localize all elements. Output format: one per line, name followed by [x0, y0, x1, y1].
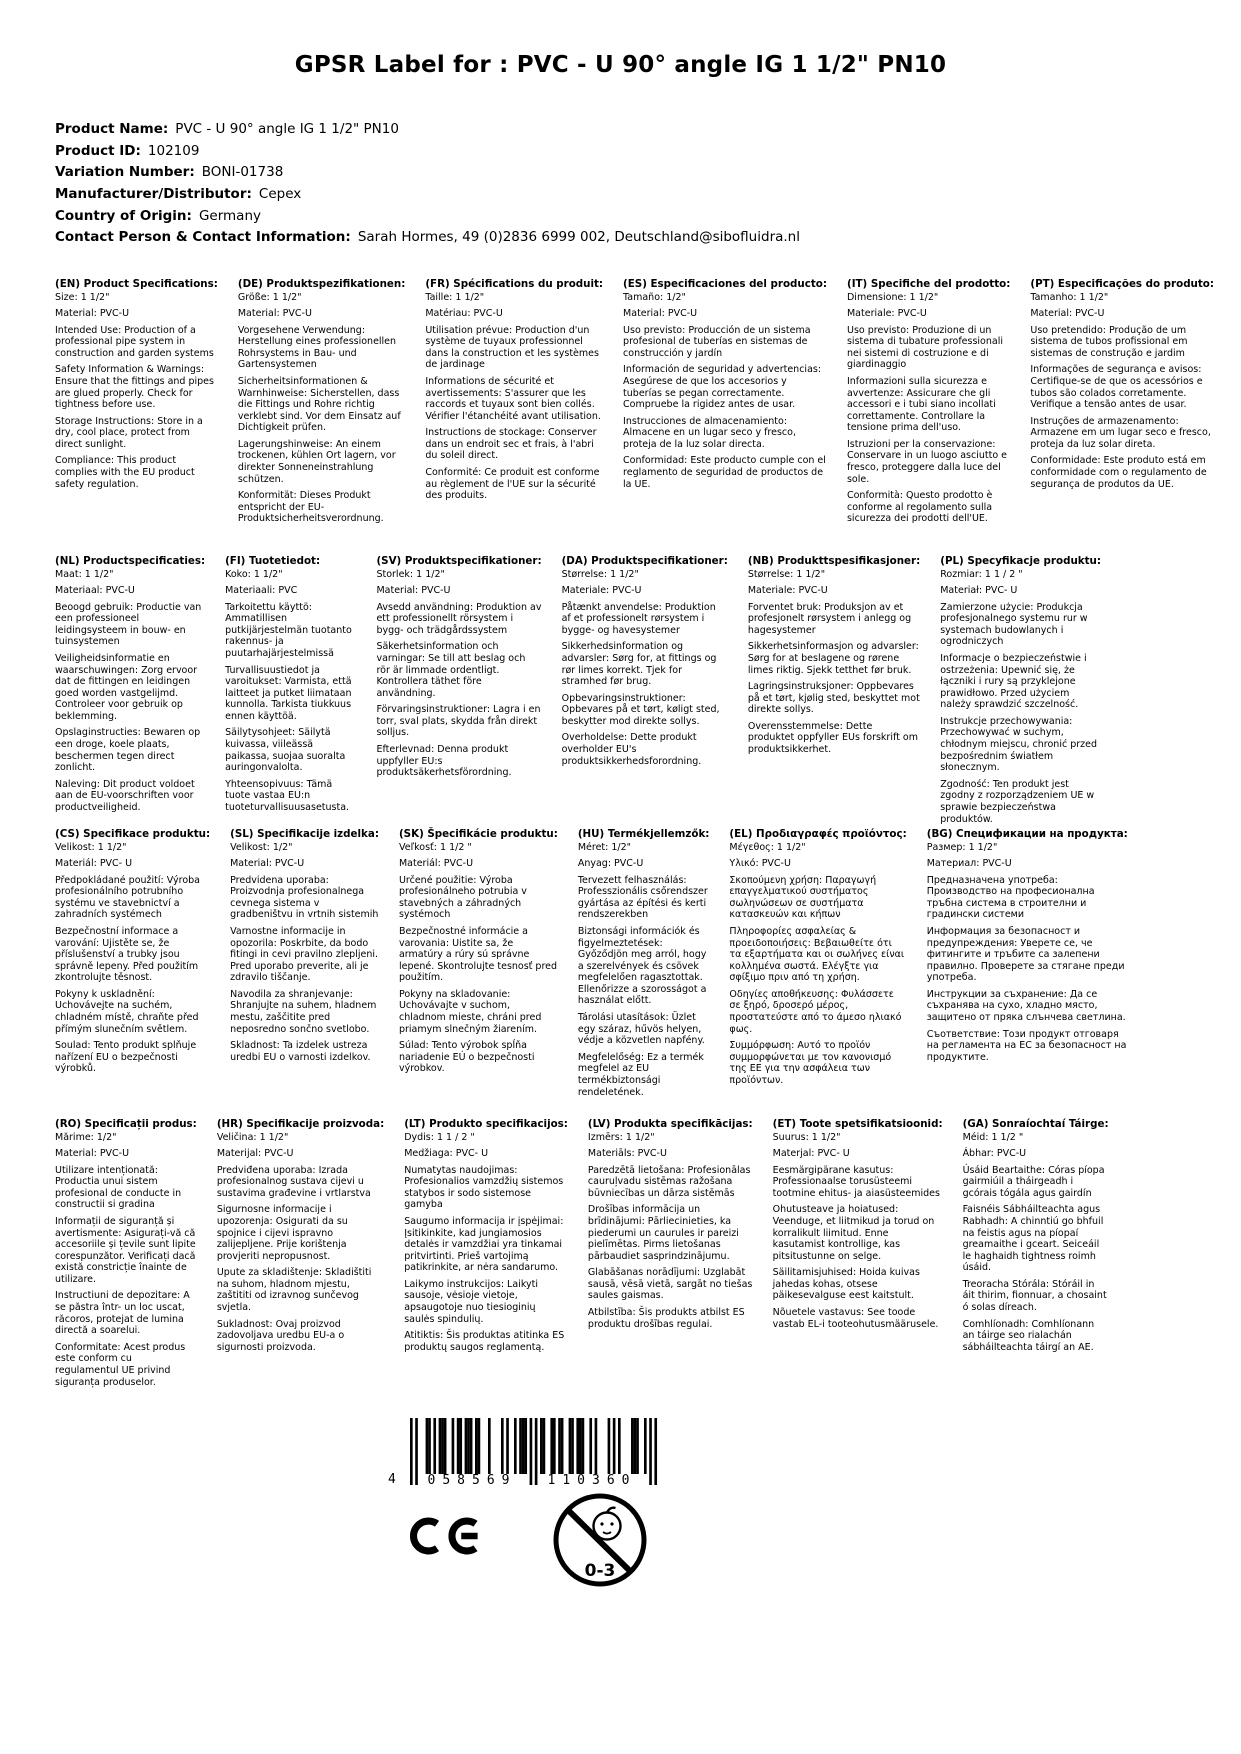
spec-paragraph: Súlad: Tento výrobok spĺňa nariadenie EÚ o bezpečnosti výrobkov.: [398, 1040, 535, 1075]
spec-paragraph: Μέγεθος: 1 1/2": [729, 841, 806, 853]
contact-label: Contact Person & Contact Information:: [55, 229, 351, 246]
spec-paragraph: Mărime: 1/2": [55, 1131, 117, 1143]
spec-paragraph: Numatytas naudojimas: Profesionalios vamzdžių sistemos statybos ir sodo sistemose gamyba: [404, 1164, 564, 1211]
spec-paragraph: Comhlíonadh: Comhlíonann an táirge seo rialachán sábháilteachta táirgí an AE.: [962, 1318, 1095, 1353]
spec-paragraph: Información de seguridad y advertencias: Asegúrese de que los accesorios y tuberías se pegan correctamente. Compruebe la rigidez antes de usar.: [623, 364, 822, 411]
product-name-row: [55, 122, 1195, 136]
lang-block-ga: [963, 1118, 1119, 1358]
lang-block-fr: [425, 278, 613, 507]
lang-block-hr: [217, 1118, 394, 1358]
spec-paragraph: Matériau: PVC-U: [425, 308, 503, 320]
lang-block-header: (ES) Especificaciones del producto:: [623, 278, 827, 290]
barcode-first-digit: 4: [388, 1472, 396, 1487]
spec-paragraph: Tamanho: 1 1/2": [1030, 291, 1109, 303]
spec-paragraph: Sikkerhetsinformasjon og advarsler: Sørg for at beslagene og rørene limes riktig. Sjekk tetthet før bruk.: [747, 641, 919, 676]
spec-paragraph: Size: 1 1/2": [55, 291, 110, 303]
spec-paragraph: Úsáid Beartaithe: Córas píopa gairmiúil a tháirgeadh i gcórais tógála agus gairdín: [962, 1164, 1105, 1199]
spec-paragraph: Størrelse: 1 1/2": [747, 568, 826, 580]
spec-paragraph: Nõuetele vastavus: See toode vastab EL-i tooteohutusmäärusele.: [772, 1307, 939, 1330]
spec-paragraph: Bezpečnostní informace a varování: Ujistěte se, že příslušenství a trubky jsou správně lepeny. Před použitím zkontrolujte těsnost.: [55, 926, 199, 984]
variation-number-value: BONI-01738: [201, 164, 284, 181]
spec-paragraph: Treoracha Stórála: Stóráil in áit thirim, fionnuar, a chosaint ó solas díreach.: [962, 1278, 1107, 1314]
spec-paragraph: Opbevaringsinstruktioner: Opbevares på et tørt, køligt sted, beskytter mod direkte sollys.: [561, 692, 720, 727]
manufacturer-label: Manufacturer/Distributor:: [55, 186, 252, 203]
spec-paragraph: Tárolási utasítások: Üzlet egy száraz, hűvös helyen, védje a közvetlen napfény.: [577, 1012, 705, 1047]
lang-block-header: (EL) Προδιαγραφές προϊόντος:: [729, 828, 907, 840]
page-title: GPSR Label for : PVC - U 90° angle IG 1 1/2" PN10: [294, 52, 947, 78]
spec-paragraph: Atitiktis: Šis produktas atitinka ES produktų saugos reglamentą.: [404, 1330, 565, 1353]
spec-paragraph: Uso previsto: Producción de un sistema profesional de tuberías en sistemas de construcción y jardín: [623, 324, 811, 359]
spec-paragraph: Material: PVC-U: [55, 1148, 130, 1160]
grid-row-3: [55, 828, 1128, 1103]
spec-paragraph: Upute za skladištenje: Skladištiti na suhom, hladnom mjestu, zaštititi od izravnog sunčevog svjetla.: [216, 1267, 372, 1314]
spec-paragraph: Påtænkt anvendelse: Produktion af et professionelt rørsystem i bygge- og havesystemer: [561, 601, 716, 636]
lang-block-header: (NB) Produkttspesifikasjoner:: [747, 555, 921, 567]
spec-paragraph: Megfelelőség: Ez a termék megfelel az EU termékbiztonsági rendeletének.: [577, 1051, 704, 1098]
spec-paragraph: Materiaali: PVC: [225, 585, 298, 597]
spec-paragraph: Utilizare intenționată: Productia unui sistem profesional de conducte in constructii si gradina: [55, 1164, 182, 1211]
spec-paragraph: Conformidad: Este producto cumple con el reglamento de seguridad de productos de la UE.: [623, 455, 826, 490]
spec-paragraph: Safety Information & Warnings: Ensure that the fittings and pipes are glued properly. Check for tightness before use.: [55, 364, 214, 411]
spec-paragraph: Instructiuni de depozitare: A se păstra într- un loc uscat, răcoros, protejat de lumina directă a soarelui.: [55, 1290, 190, 1337]
spec-paragraph: Uso previsto: Produzione di un sistema di tubature professionali nei sistemi di costruzione e di giardinaggio: [846, 324, 1003, 371]
spec-paragraph: Glabāšanas norādījumi: Uzglabāt sausā, vēsā vietā, sargāt no tiešas saules gaismas.: [587, 1267, 753, 1302]
spec-paragraph: Konformität: Dieses Produkt entspricht der EU-Produktsicherheitsverordnung.: [237, 490, 384, 525]
product-id-value: 102109: [147, 142, 200, 159]
spec-paragraph: Compliance: This product complies with the EU product safety regulation.: [55, 455, 195, 490]
spec-paragraph: Určené použitie: Výroba profesionálneho potrubia v stavebných a záhradných systémoch: [398, 874, 527, 921]
country-of-origin-value: Germany: [198, 207, 261, 224]
age-warning-text: 0-3: [584, 1561, 616, 1581]
spec-paragraph: Conformidade: Este produto está em conformidade com o regulamento de segurança de produtos da UE.: [1030, 455, 1207, 490]
spec-paragraph: Säilytysohjeet: Säilytä kuivassa, viileässä paikassa, suojaa suoralta auringonvalolta.: [225, 727, 346, 774]
spec-paragraph: Yhteensopivuus: Tämä tuote vastaa EU:n tuoteturvallisuusasetusta.: [225, 778, 350, 813]
spec-paragraph: Efterlevnad: Denna produkt uppfyller EU:s produktsäkerhetsförordning.: [376, 744, 512, 779]
spec-paragraph: Informații de siguranță și avertismente: Asigurați-vă că accesoriile și țevile sunt lipite corespunzător. Verificați dacă există constricție înainte de utilizare.: [55, 1216, 196, 1285]
spec-paragraph: Veličina: 1 1/2": [216, 1131, 289, 1143]
spec-paragraph: Méret: 1/2": [577, 841, 632, 853]
spec-paragraph: Utilisation prévue: Production d'un système de tuyaux professionnel dans la construction et les systèmes de jardinage: [425, 324, 599, 371]
spec-paragraph: Sigurnosne informacije i upozorenja: Osigurati da su spojnice i cijevi ispravno zalijepljene. Prije korištenja provjeriti nepropusnost.: [216, 1204, 348, 1262]
lang-block-header: (LV) Produkta specifikācijas:: [587, 1118, 753, 1130]
manufacturer-row: [55, 187, 1195, 201]
spec-paragraph: Pokyny na skladovanie: Uchovávajte v suchom, chladnom mieste, chráni pred priamym slnečným žiarením.: [398, 988, 542, 1035]
lang-block-pt: [1030, 278, 1224, 495]
spec-paragraph: Ohutusteave ja hoiatused: Veenduge, et liitmikud ja torud on korralikult liimitud. Enne kasutamist kontrollige, kas pitsitustunne on selge.: [772, 1204, 935, 1262]
spec-paragraph: Overholdelse: Dette produkt overholder EU's produktsikkerhedsforordning.: [561, 732, 702, 767]
spec-paragraph: Conformité: Ce produit est conforme au règlement de l'UE sur la sécurité des produits.: [425, 467, 600, 502]
product-id-row: [55, 144, 1195, 158]
variation-number-label: Variation Number:: [55, 164, 195, 181]
spec-paragraph: Vorgesehene Verwendung: Herstellung eines professionellen Rohrsystems in Bau- und Gartensystemen: [237, 324, 397, 371]
spec-paragraph: Izmērs: 1 1/2": [587, 1131, 655, 1143]
spec-paragraph: Navodila za shranjevanje: Shranjujte na suhem, hladnem mestu, zaščitite pred neposredno sončno svetlobo.: [230, 988, 377, 1035]
lang-block-header: (CS) Specifikace produktu:: [55, 828, 211, 840]
spec-paragraph: Uso pretendido: Produção de um sistema de tubos profissional em sistemas de construção e jardim: [1030, 324, 1188, 359]
spec-paragraph: Velikost: 1/2": [230, 841, 293, 853]
spec-paragraph: Material: PVC-U: [55, 308, 130, 320]
spec-paragraph: Istruzioni per la conservazione: Conservare in un luogo asciutto e fresco, proteggere dalla luce del sole.: [846, 438, 1008, 485]
lang-block-header: (IT) Specifiche del prodotto:: [846, 278, 1011, 290]
spec-paragraph: Materiál: PVC-U: [398, 858, 474, 870]
spec-paragraph: Storlek: 1 1/2": [376, 568, 445, 580]
lang-block-el: [729, 828, 916, 1092]
spec-paragraph: Overensstemmelse: Dette produktet oppfyller EUs forskrift om produktsikkerhet.: [747, 720, 918, 756]
spec-paragraph: Sukladnost: Ovaj proizvod zadovoljava uredbu EU-a o sigurnosti proizvoda.: [216, 1318, 345, 1353]
spec-paragraph: Predviđena uporaba: Izrada profesionalnog sustava cijevi u sustavima građevine i vrtlarstva: [216, 1164, 371, 1199]
spec-paragraph: Sicherheitsinformationen & Warnhinweise: Sicherstellen, dass die Fittings und Rohre richtig verklebt sind. Vor dem Einsatz auf Dichtigkeit prüfen.: [237, 376, 401, 434]
spec-paragraph: Материал: PVC-U: [926, 858, 1012, 870]
spec-paragraph: Soulad: Tento produkt splňuje nařízení EU o bezpečnosti výrobků.: [55, 1040, 197, 1075]
spec-paragraph: Ábhar: PVC-U: [962, 1148, 1027, 1160]
lang-block-sv: [376, 555, 551, 784]
spec-paragraph: Οδηγίες αποθήκευσης: Φυλάσσετε σε ξηρό, δροσερό μέρος, προστατεύστε από το άμεσο ηλιακό φως.: [729, 988, 902, 1035]
spec-paragraph: Bezpečnostné informácie a varovania: Uistite sa, že armatúry a rúry sú správne lepené. Skontrolujte tesnosť pred použitím.: [398, 926, 558, 984]
spec-paragraph: Materiał: PVC- U: [940, 585, 1018, 597]
spec-paragraph: Material: PVC-U: [623, 308, 698, 320]
spec-paragraph: Tamaño: 1/2": [623, 291, 686, 303]
grid-row-4: [55, 1118, 1111, 1393]
lang-block-sl: [230, 828, 389, 1068]
spec-paragraph: Rozmiar: 1 1 / 2 ": [940, 568, 1023, 580]
lang-block-es: [623, 278, 837, 495]
spec-paragraph: Instrucciones de almacenamiento: Almacene en un lugar seco y fresco, proteja de la luz solar directa.: [623, 415, 796, 450]
spec-paragraph: Velikost: 1 1/2": [55, 841, 127, 853]
lang-block-header: (FR) Spécifications du produit:: [425, 278, 604, 290]
lang-block-header: (HU) Termékjellemzők:: [577, 828, 710, 840]
spec-paragraph: Informacje o bezpieczeństwie i ostrzeżenia: Upewnić się, że łączniki i rury są przyklejone prawidłowo. Przed użyciem należy sprawdzić szczelność.: [940, 653, 1087, 711]
spec-paragraph: Material: PVC-U: [1030, 308, 1105, 320]
lang-block-it: [847, 278, 1020, 530]
lang-block-header: (HR) Specifikacije proizvoda:: [216, 1118, 385, 1130]
barcode-right-digits: 110360: [547, 1473, 637, 1488]
spec-paragraph: Intended Use: Production of a professional pipe system in construction and garden systems: [55, 324, 214, 359]
spec-paragraph: Méid: 1 1/2 ": [962, 1131, 1024, 1143]
spec-paragraph: Anyag: PVC-U: [577, 858, 644, 870]
lang-block-header: (NL) Productspecificaties:: [55, 555, 206, 567]
spec-paragraph: Instructions de stockage: Conserver dans un endroit sec et frais, à l'abri du soleil direct.: [425, 427, 597, 462]
lang-block-header: (RO) Specificații produs:: [55, 1118, 197, 1130]
spec-paragraph: Turvallisuustiedot ja varoitukset: Varmista, että laitteet ja putket liimataan kunnolla. Tarkista tiukkuus ennen käyttöä.: [225, 664, 352, 722]
spec-paragraph: Materijal: PVC-U: [216, 1148, 294, 1160]
contact-row: [55, 230, 1195, 244]
spec-paragraph: Informações de segurança e avisos: Certifique-se de que os acessórios e tubos são colados corretamente. Verifique a tensão antes de usar.: [1030, 364, 1203, 411]
lang-block-header: (PL) Specyfikacje produktu:: [940, 555, 1101, 567]
lang-block-header: (EN) Product Specifications:: [55, 278, 218, 290]
spec-paragraph: Saugumo informacija ir įspėjimai: Įsitikinkite, kad jungiamosios detalės ir vamzdžiai yra tinkamai pritvirtinti. Prieš vartojimą patikrinkite, ar nėra sandarumo.: [404, 1216, 564, 1274]
product-name-label: Product Name:: [55, 121, 169, 137]
spec-paragraph: Material: PVC-U: [376, 585, 451, 597]
spec-paragraph: Pokyny k uskladnění: Uchovávejte na suchém, chladném místě, chraňte před přímým slunečním světlem.: [55, 988, 199, 1035]
product-name-value: PVC - U 90° angle IG 1 1/2" PN10: [175, 121, 399, 137]
lang-block-nb: [748, 555, 930, 761]
spec-paragraph: Lagringsinstruksjoner: Oppbevares på et tørt, kjølig sted, beskyttet mot direkte sollys.: [747, 681, 920, 716]
spec-paragraph: Säilitamisjuhised: Hoida kuivas jahedas kohas, otsese päikesevalguse eest kaitstult.: [772, 1267, 920, 1302]
spec-paragraph: Instruções de armazenamento: Armazene em um lugar seco e fresco, proteja da luz solar direta.: [1030, 415, 1211, 450]
ce-mark-icon: [410, 1506, 484, 1566]
spec-paragraph: Forventet bruk: Produksjon av et profesjonelt rørsystem i anlegg og hagesystemer: [747, 601, 912, 636]
spec-paragraph: Varnostne informacije in opozorila: Poskrbite, da bodo fitingi in cevi pravilno zlepljeni. Pred uporabo preverite, ali je zdravilo tiščanje.: [230, 926, 379, 984]
spec-paragraph: Materiāls: PVC-U: [587, 1148, 667, 1160]
spec-paragraph: Instrukcje przechowywania: Przechowywać w suchym, chłodnym miejscu, chronić przed bezpośrednim światłem słonecznym.: [940, 715, 1098, 774]
lang-block-header: (BG) Спецификации на продукта:: [926, 828, 1128, 840]
spec-paragraph: Materiaal: PVC-U: [55, 585, 135, 597]
spec-paragraph: Предназначена употреба: Производство на професионална тръбна система в строителни и градински системи: [926, 874, 1095, 921]
spec-paragraph: Υλικό: PVC-U: [729, 858, 791, 870]
spec-paragraph: Veľkosť: 1 1/2 ": [398, 841, 472, 853]
spec-paragraph: Suurus: 1 1/2": [772, 1131, 841, 1143]
spec-paragraph: Opslaginstructies: Bewaren op een droge, koele plaats, beschermen tegen direct zonlicht.: [55, 727, 201, 774]
spec-paragraph: Størrelse: 1 1/2": [561, 568, 639, 580]
spec-paragraph: Σκοπούμενη χρήση: Παραγωγή επαγγελματικού συστήματος σωληνώσεων σε συστήματα κατασκευών και κήπων: [729, 874, 877, 921]
spec-paragraph: Drošības informācija un brīdinājumi: Pārliecinieties, ka piederumi un caurules ir pareizi pielīmētas. Pirms lietošanas pārbaudiet sasprindzinājumu.: [587, 1204, 739, 1262]
lang-block-header: (PT) Especificações do produto:: [1030, 278, 1215, 290]
country-of-origin-row: [55, 209, 1195, 223]
spec-paragraph: Skladnost: Ta izdelek ustreza uredbi EU o varnosti izdelkov.: [230, 1040, 371, 1063]
grid-row-1: [55, 278, 1215, 530]
lang-block-header: (GA) Sonraíochtaí Táirge:: [962, 1118, 1109, 1130]
spec-paragraph: Předpokládané použití: Výroba profesionálního potrubního systému ve stavebnictví a zahradních systémech: [55, 874, 200, 921]
lang-block-lv: [588, 1118, 763, 1335]
spec-paragraph: Predvidena uporaba: Proizvodnja profesionalnega cevnega sistema v gradbeništvu in vrtnih sistemih: [230, 874, 379, 921]
lang-block-header: (SK) Špecifikácie produktu:: [398, 828, 558, 840]
spec-paragraph: Conformitate: Acest produs este conform cu regulamentul UE privind siguranța produselor.: [55, 1341, 186, 1388]
spec-paragraph: Sikkerhedsinformation og advarsler: Sørg for, at fittings og rør limes korrekt. Tjek for stramhed før brug.: [561, 641, 717, 688]
spec-paragraph: Инструкции за съхранение: Да се съхранява на сухо, хладно място, защитено от пряка слънчева светлина.: [926, 988, 1126, 1024]
lang-block-header: (ET) Toote spetsifikatsioonid:: [772, 1118, 943, 1130]
grid-row-2: [55, 555, 1111, 830]
spec-paragraph: Atbilstība: Šis produkts atbilst ES produktu drošības regulai.: [587, 1307, 745, 1330]
spec-paragraph: Materiál: PVC- U: [55, 858, 133, 870]
spec-paragraph: Material: PVC-U: [230, 858, 305, 870]
spec-paragraph: Förvaringsinstruktioner: Lagra i en torr, sval plats, skydda från direkt solljus.: [376, 704, 541, 739]
spec-paragraph: Dydis: 1 1 / 2 ": [404, 1131, 475, 1143]
spec-paragraph: Dimensione: 1 1/2": [846, 291, 939, 303]
lang-block-header: (SV) Produktspecifikationer:: [376, 555, 542, 567]
manufacturer-value: Cepex: [258, 186, 302, 203]
lang-block-header: (DA) Produktspecifikationer:: [561, 555, 728, 567]
spec-paragraph: Materiale: PVC-U: [846, 308, 927, 320]
barcode: [388, 1418, 660, 1498]
spec-paragraph: Eesmärgipärane kasutus: Professionaalse torusüsteemi tootmine ehitus- ja aiasüsteemides: [772, 1164, 940, 1199]
barcode-left-digits: 058569: [427, 1473, 517, 1488]
spec-paragraph: Beoogd gebruik: Productie van een professioneel leidingsysteem in bouw- en tuinsystemen: [55, 601, 202, 648]
spec-paragraph: Avsedd användning: Produktion av ett professionellt rörsystem i bygg- och trädgårdssystem: [376, 601, 542, 636]
spec-paragraph: Materiale: PVC-U: [747, 585, 828, 597]
spec-paragraph: Größe: 1 1/2": [237, 291, 302, 303]
spec-paragraph: Συμμόρφωση: Αυτό το προϊόν συμμορφώνεται με τον κανονισμό της ΕΕ για την ασφάλεια των προϊόντων.: [729, 1040, 892, 1086]
contact-value: Sarah Hormes, 49 (0)2836 6999 002, Deutschland@sibofluidra.nl: [357, 229, 800, 246]
spec-paragraph: Veiligheidsinformatie en waarschuwingen: Zorg ervoor dat de fittingen en leidingen goed worden vastgelijmd. Controleer voor gebruik op beklemming.: [55, 653, 198, 722]
spec-paragraph: Medžiaga: PVC- U: [404, 1148, 489, 1160]
lang-block-en: [55, 278, 228, 495]
spec-paragraph: Съответствие: Този продукт отговаря на регламента на ЕС за безопасност на продуктите.: [926, 1028, 1127, 1063]
variation-number-row: [55, 165, 1195, 179]
age-warning-0-3-icon: [550, 1490, 650, 1590]
product-info-section: [55, 122, 1195, 252]
spec-paragraph: Faisnéis Sábháilteachta agus Rabhadh: A chinntiú go bhfuil na feistis agus na píopaí greamaithe i gceart. Seiceáil le haghaidh tightness roimh úsáid.: [962, 1204, 1104, 1274]
spec-paragraph: Πληροφορίες ασφαλείας & προειδοποιήσεις: Βεβαιωθείτε ότι τα εξαρτήματα και οι σωλήνες είναι κολλημένα σωστά. Ελέγξτε για σφίξιμο πριν από τη χρήση.: [729, 926, 905, 984]
spec-paragraph: Tarkoitettu käyttö: Ammatillisen putkijärjestelmän tuotanto rakennus- ja puutarhajärjestelmissä: [225, 601, 352, 660]
spec-paragraph: Zamierzone użycie: Produkcja profesjonalnego systemu rur w systemach budowlanych i ogrodniczych: [940, 601, 1088, 648]
lang-block-bg: [927, 828, 1138, 1068]
lang-block-ro: [55, 1118, 207, 1393]
lang-block-header: (FI) Tuotetiedot:: [225, 555, 321, 567]
spec-paragraph: Säkerhetsinformation och varningar: Se till att beslag och rör är limmade ordentligt. Kontrollera täthet före användning.: [376, 641, 526, 699]
spec-paragraph: Paredzētā lietošana: Profesionālas cauruļvadu sistēmas ražošana būvniecības un dārza sistēmās: [587, 1164, 751, 1199]
spec-paragraph: Materjal: PVC- U: [772, 1148, 850, 1160]
spec-paragraph: Biztonsági információk és figyelmeztetések: Győződjön meg arról, hogy a szerelvények és csövek megfelelően ragasztottak. Ellenőrizze a szorosságot a használat előtt.: [577, 926, 707, 1007]
lang-block-header: (SL) Specifikacije izdelka:: [230, 828, 379, 840]
lang-block-header: (LT) Produkto specifikacijos:: [404, 1118, 568, 1130]
spec-paragraph: Tervezett felhasználás: Professzionális csőrendszer gyártása az építési és kerti rendszerekben: [577, 874, 708, 921]
spec-paragraph: Информация за безопасност и предупреждения: Уверете се, че фитингите и тръбите са залепени правилно. Проверете за стягане преди употреба.: [926, 926, 1125, 984]
lang-block-da: [562, 555, 738, 772]
lang-block-header: (DE) Produktspezifikationen:: [237, 278, 406, 290]
spec-paragraph: Laikymo instrukcijos: Laikyti sausoje, vėsioje vietoje, apsaugotoje nuo tiesioginių saulės spindulių.: [404, 1278, 538, 1325]
spec-paragraph: Storage Instructions: Store in a dry, cool place, protect from direct sunlight.: [55, 415, 203, 450]
spec-paragraph: Zgodność: Ten produkt jest zgodny z rozporządzeniem UE w sprawie bezpieczeństwa produktów.: [940, 778, 1095, 825]
spec-paragraph: Taille: 1 1/2": [425, 291, 485, 303]
spec-paragraph: Размер: 1 1/2": [926, 841, 998, 853]
lang-block-hu: [578, 828, 720, 1103]
country-of-origin-label: Country of Origin:: [55, 207, 192, 224]
spec-paragraph: Conformità: Questo prodotto è conforme al regolamento sulla sicurezza dei prodotti dell'UE.: [846, 490, 993, 525]
spec-paragraph: Material: PVC-U: [237, 308, 312, 320]
lang-block-nl: [55, 555, 215, 819]
spec-paragraph: Informations de sécurité et avertissements: S'assurer que les raccords et tuyaux sont bien collés. Vérifier l'étanchéité avant utilisation.: [425, 376, 601, 422]
spec-paragraph: Maat: 1 1/2": [55, 568, 114, 580]
lang-block-de: [238, 278, 415, 530]
lang-block-fi: [225, 555, 366, 819]
lang-block-sk: [399, 828, 568, 1080]
lang-block-cs: [55, 828, 220, 1080]
product-id-label: Product ID:: [55, 142, 141, 159]
spec-paragraph: Koko: 1 1/2": [225, 568, 283, 580]
lang-block-pl: [940, 555, 1111, 830]
lang-block-lt: [404, 1118, 578, 1358]
spec-paragraph: Materiale: PVC-U: [561, 585, 642, 597]
spec-paragraph: Naleving: Dit product voldoet aan de EU-voorschriften voor productveiligheid.: [55, 778, 195, 813]
lang-block-et: [773, 1118, 953, 1335]
spec-paragraph: Lagerungshinweise: An einem trockenen, kühlen Ort lagern, vor direkter Sonneneinstrahlung schützen.: [237, 438, 396, 485]
spec-paragraph: Informazioni sulla sicurezza e avvertenze: Assicurare che gli accessori e i tubi siano incollati correttamente. Controllare la tensione prima dell'uso.: [846, 376, 996, 434]
